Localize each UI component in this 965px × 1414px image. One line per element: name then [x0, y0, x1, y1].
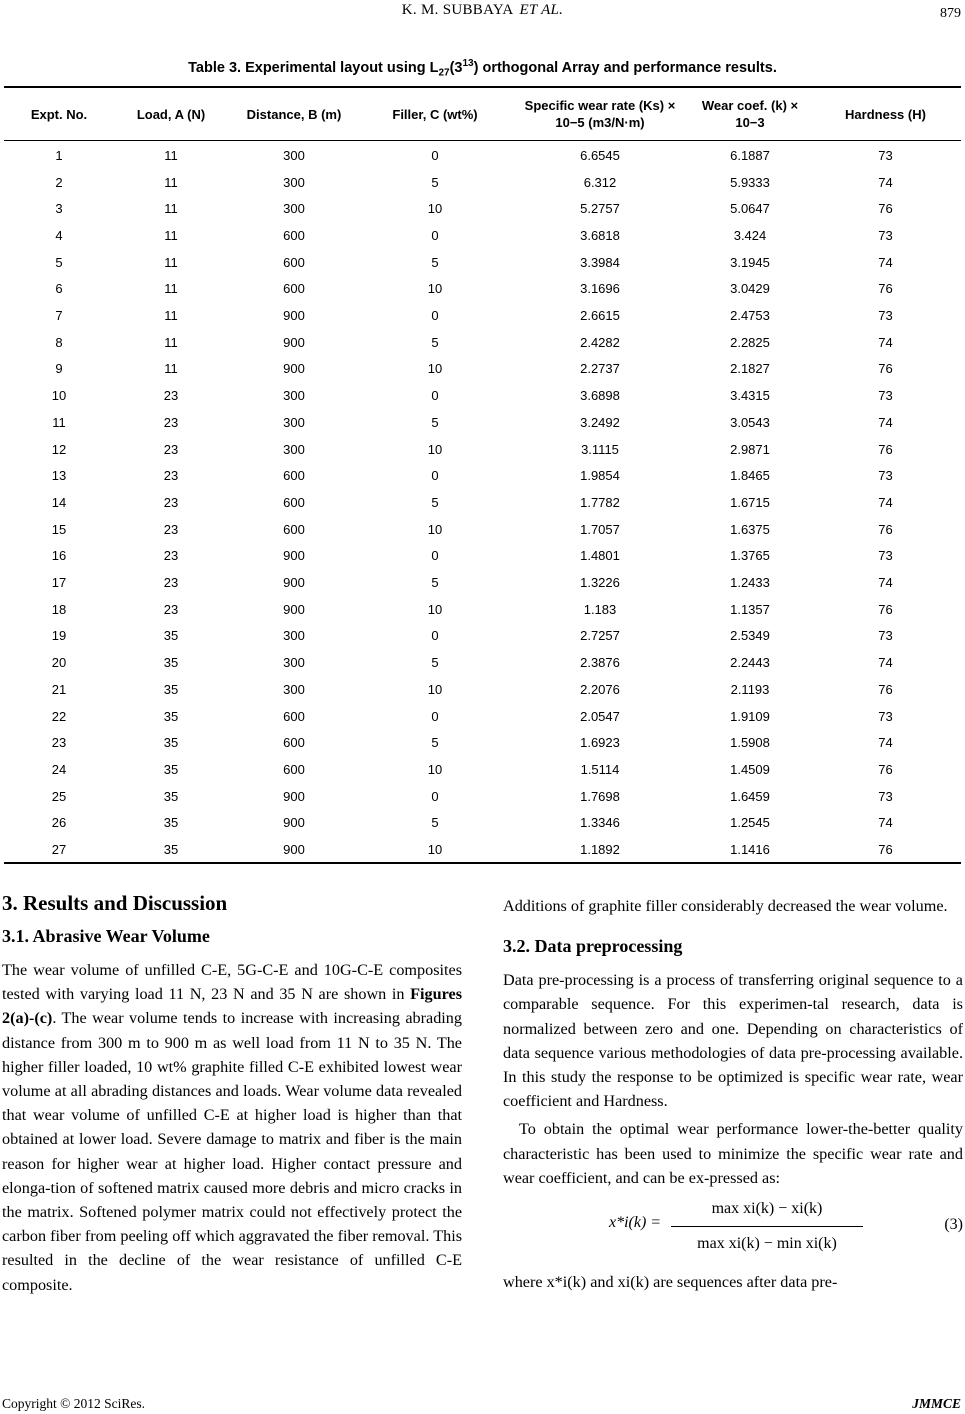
cell-wear-coef: 1.6715 [730, 494, 770, 510]
cell-wear-coef: 3.0543 [730, 414, 770, 430]
cell-distance: 300 [283, 388, 305, 404]
cell-specific-wear-rate: 3.1115 [581, 441, 619, 457]
table-row [4, 329, 961, 356]
cell-wear-coef: 1.5908 [730, 735, 770, 751]
equation-number: (3) [944, 1216, 963, 1234]
cell-expt-no: 17 [51, 575, 67, 591]
cell-specific-wear-rate: 1.9854 [580, 468, 620, 484]
th-wear-coef: Wear coef. (k) × 10−3 [701, 98, 799, 130]
cell-filler: 5 [431, 254, 439, 270]
table-row [4, 436, 961, 463]
equation-fraction [671, 1194, 863, 1259]
cell-load: 23 [163, 521, 179, 537]
cell-wear-coef: 1.6375 [730, 521, 770, 537]
cell-expt-no: 16 [51, 548, 67, 564]
paragraph-preprocessing: Data pre-processing is a process of transferring original sequence to a comparable sequence. For this experimen-tal research, data is normalized between zero and one. Depending on characteristics of data sequence various methodologies of data pre-processing available. In this study the response to be optimized is specific wear rate, wear coefficient and Hardness. [503, 971, 963, 1111]
cell-filler: 0 [431, 548, 439, 564]
cell-specific-wear-rate: 1.6923 [580, 735, 620, 751]
cell-wear-coef: 2.1193 [730, 681, 770, 697]
cell-load: 23 [163, 388, 179, 404]
table-row [4, 649, 961, 676]
cell-hardness: 74 [878, 174, 893, 190]
cell-filler: 0 [431, 147, 439, 163]
cell-expt-no: 9 [55, 361, 63, 377]
cell-distance: 900 [283, 361, 305, 377]
cell-expt-no: 25 [51, 788, 67, 804]
cell-hardness: 74 [878, 815, 893, 831]
cell-wear-coef: 5.9333 [730, 174, 770, 190]
cell-specific-wear-rate: 1.7698 [580, 788, 620, 804]
table-row [4, 676, 961, 703]
th-distance: Distance, B (m) [246, 106, 342, 122]
cell-specific-wear-rate: 1.3346 [580, 815, 620, 831]
table-header-rule [4, 140, 961, 141]
paragraph-lower-better: To obtain the optimal wear performance lower-the-better quality characteristic has been used to minimize the specific wear rate and wear coefficient, and can be ex-pressed as: [503, 1120, 963, 1187]
cell-wear-coef: 2.5349 [730, 628, 770, 644]
cell-wear-coef: 1.8465 [730, 468, 770, 484]
cell-filler: 10 [427, 521, 443, 537]
table-row [4, 703, 961, 730]
header-et-al: ET AL. [519, 2, 564, 18]
cell-wear-coef: 1.1416 [730, 842, 770, 858]
cell-hardness: 76 [878, 281, 893, 297]
cell-specific-wear-rate: 2.4282 [580, 334, 620, 350]
cell-filler: 5 [431, 735, 439, 751]
cell-expt-no: 26 [51, 815, 67, 831]
table-row [4, 249, 961, 276]
cell-specific-wear-rate: 2.2737 [580, 361, 620, 377]
cell-filler: 0 [431, 788, 439, 804]
cell-expt-no: 20 [51, 655, 67, 671]
cell-hardness: 76 [878, 842, 893, 858]
table-row [4, 569, 961, 596]
subsection-title-preprocessing: 3.2. Data preprocessing [503, 936, 683, 957]
cell-hardness: 73 [878, 788, 893, 804]
cell-distance: 600 [283, 761, 305, 777]
cell-wear-coef: 1.4509 [730, 761, 770, 777]
cell-wear-coef: 1.2433 [730, 575, 770, 591]
cell-distance: 900 [283, 842, 305, 858]
cell-wear-coef: 6.1887 [730, 147, 770, 163]
cell-expt-no: 19 [51, 628, 67, 644]
cell-filler: 0 [431, 708, 439, 724]
cell-expt-no: 7 [55, 308, 63, 324]
cell-expt-no: 15 [51, 521, 67, 537]
cell-load: 23 [163, 601, 179, 617]
cell-filler: 10 [427, 681, 443, 697]
cell-distance: 300 [283, 628, 305, 644]
cell-hardness: 76 [878, 521, 893, 537]
cell-expt-no: 5 [55, 254, 63, 270]
cell-specific-wear-rate: 1.5114 [580, 761, 620, 777]
section-title: 3. Results and Discussion [2, 891, 228, 915]
cell-hardness: 76 [878, 761, 893, 777]
paragraph-abrasive-wear: The wear volume of unfilled C-E, 5G-C-E and 10G-C-E composites tested with varying load 11 N, 23 N and 35 N are shown in Figures 2(a)-(c). The wear volume tends to increase with increasing abrading distance from 300 m to 900 m as well load from 11 N to 35 N. The higher filler loaded, 10 wt% graphite filled C-E exhibited lowest wear volume at all abrading distances and loads. Wear volume data revealed that wear volume of unfilled C-E at higher load is higher than that obtained at lower load. Severe damage to matrix and fiber is the main reason for higher wear at higher load. Higher contact pressure and elonga-tion of softened matrix caused more debris and micro cracks in the matrix. Softened polymer matrix could not effectively protect the carbon fiber from peeling off which aggravated the fiber removal. This resulted in the decline of the wear resistance of unfilled C-E composite. [2, 961, 462, 1294]
cell-load: 23 [163, 494, 179, 510]
th-expt-no: Expt. No. [30, 106, 88, 122]
cell-distance: 600 [283, 227, 305, 243]
table-row [4, 462, 961, 489]
cell-distance: 900 [283, 815, 305, 831]
cell-load: 11 [164, 254, 178, 270]
equation-numerator: max xi(k) − xi(k) [711, 1200, 823, 1218]
cell-expt-no: 14 [51, 494, 67, 510]
cell-hardness: 73 [878, 227, 893, 243]
table-bottom-rule [4, 862, 961, 864]
cell-specific-wear-rate: 3.3984 [580, 254, 620, 270]
cell-load: 23 [163, 468, 179, 484]
cell-wear-coef: 2.9871 [730, 441, 770, 457]
table-row [4, 222, 961, 249]
table-row [4, 409, 961, 436]
cell-load: 11 [164, 361, 178, 377]
cell-load: 23 [163, 548, 179, 564]
fraction-bar [671, 1226, 863, 1227]
table-row [4, 729, 961, 756]
cell-specific-wear-rate: 1.3226 [580, 575, 620, 591]
cell-hardness: 73 [878, 147, 893, 163]
cell-hardness: 74 [878, 254, 893, 270]
cell-specific-wear-rate: 1.183 [583, 601, 617, 617]
table-row [4, 783, 961, 810]
paragraph-where: where x*i(k) and xi(k) are sequences after data pre- [503, 1273, 838, 1292]
table-row [4, 382, 961, 409]
cell-filler: 5 [431, 494, 439, 510]
cell-hardness: 73 [878, 388, 893, 404]
cell-distance: 900 [283, 601, 305, 617]
cell-hardness: 73 [878, 468, 893, 484]
cell-expt-no: 24 [51, 761, 67, 777]
cell-hardness: 74 [878, 735, 893, 751]
cell-wear-coef: 2.2443 [730, 655, 770, 671]
cell-expt-no: 21 [51, 681, 67, 697]
cell-hardness: 76 [878, 361, 893, 377]
cell-distance: 600 [283, 735, 305, 751]
table-row [4, 596, 961, 623]
table-row [4, 756, 961, 783]
cell-distance: 900 [283, 334, 305, 350]
cell-load: 11 [164, 201, 178, 217]
cell-load: 11 [164, 281, 178, 297]
equation-denominator: max xi(k) − min xi(k) [697, 1235, 837, 1253]
cell-load: 35 [163, 788, 179, 804]
cell-filler: 5 [431, 174, 439, 190]
cell-wear-coef: 1.9109 [730, 708, 770, 724]
cell-wear-coef: 1.1357 [730, 601, 770, 617]
header-author: K. M. SUBBAYA [401, 2, 514, 18]
cell-hardness: 73 [878, 628, 893, 644]
cell-load: 35 [163, 735, 179, 751]
cell-wear-coef: 3.0429 [730, 281, 770, 297]
cell-distance: 600 [283, 281, 305, 297]
cell-expt-no: 8 [55, 334, 63, 350]
cell-specific-wear-rate: 5.2757 [580, 201, 620, 217]
cell-hardness: 76 [878, 201, 893, 217]
cell-filler: 0 [431, 628, 439, 644]
cell-specific-wear-rate: 2.0547 [580, 708, 620, 724]
table-row [4, 169, 961, 196]
journal-footer: JMMCE [912, 1396, 961, 1411]
cell-wear-coef: 3.424 [733, 227, 767, 243]
cell-specific-wear-rate: 2.7257 [580, 628, 620, 644]
cell-filler: 10 [427, 201, 443, 217]
running-header [0, 2, 965, 19]
cell-wear-coef: 5.0647 [730, 201, 770, 217]
cell-hardness: 76 [878, 681, 893, 697]
cell-distance: 300 [283, 414, 305, 430]
cell-specific-wear-rate: 3.1696 [580, 281, 620, 297]
th-specific-wear-rate: Specific wear rate (Ks) × 10−5 (m3/N·m) [524, 98, 676, 130]
cell-hardness: 73 [878, 308, 893, 324]
cell-filler: 10 [427, 281, 443, 297]
cell-expt-no: 11 [52, 414, 66, 430]
cell-filler: 5 [431, 815, 439, 831]
cell-distance: 900 [283, 308, 305, 324]
cell-filler: 5 [431, 575, 439, 591]
cell-wear-coef: 2.4753 [730, 308, 770, 324]
page-number: 879 [940, 6, 961, 21]
cell-load: 35 [163, 681, 179, 697]
cell-distance: 900 [283, 548, 305, 564]
cell-hardness: 74 [878, 655, 893, 671]
cell-distance: 600 [283, 708, 305, 724]
cell-load: 23 [163, 575, 179, 591]
cell-hardness: 73 [878, 708, 893, 724]
cell-specific-wear-rate: 3.6898 [580, 388, 620, 404]
cell-distance: 300 [283, 441, 305, 457]
cell-expt-no: 1 [55, 147, 63, 163]
cell-load: 35 [163, 708, 179, 724]
right-column [503, 888, 963, 1294]
cell-filler: 10 [427, 441, 443, 457]
cell-expt-no: 27 [51, 842, 67, 858]
cell-wear-coef: 2.1827 [730, 361, 770, 377]
cell-distance: 600 [283, 254, 305, 270]
cell-filler: 5 [431, 655, 439, 671]
cell-distance: 300 [283, 201, 305, 217]
cell-specific-wear-rate: 3.6818 [580, 227, 620, 243]
cell-hardness: 74 [878, 494, 893, 510]
cell-expt-no: 13 [51, 468, 67, 484]
cell-wear-coef: 1.6459 [730, 788, 770, 804]
cell-distance: 300 [283, 655, 305, 671]
table-row [4, 276, 961, 303]
table-caption: Table 3. Experimental layout using $L_{27}(3^{13})$ orthogonal Array and performance results. [188, 58, 777, 79]
cell-filler: 0 [431, 308, 439, 324]
cell-load: 11 [164, 147, 178, 163]
cell-hardness: 76 [878, 441, 893, 457]
table-row [4, 810, 961, 837]
cell-distance: 900 [283, 575, 305, 591]
copyright-footer: Copyright © 2012 SciRes. [2, 1396, 146, 1411]
cell-filler: 10 [427, 601, 443, 617]
cell-filler: 10 [427, 361, 443, 377]
cell-expt-no: 22 [51, 708, 67, 724]
cell-wear-coef: 3.1945 [730, 254, 770, 270]
cell-load: 11 [164, 227, 178, 243]
cell-load: 23 [163, 414, 179, 430]
cell-expt-no: 23 [51, 735, 67, 751]
table-row [4, 356, 961, 383]
cell-expt-no: 4 [55, 227, 63, 243]
cell-load: 23 [163, 441, 179, 457]
cell-load: 11 [164, 308, 178, 324]
cell-hardness: 74 [878, 334, 893, 350]
cell-specific-wear-rate: 6.6545 [580, 147, 620, 163]
cell-filler: 0 [431, 388, 439, 404]
table-row [4, 623, 961, 650]
cell-load: 35 [163, 628, 179, 644]
table-header-row [4, 88, 961, 140]
cell-wear-coef: 2.2825 [730, 334, 770, 350]
cell-hardness: 73 [878, 548, 893, 564]
subsection-title-abrasive: 3.1. Abrasive Wear Volume [2, 926, 210, 946]
th-hardness: Hardness (H) [845, 106, 926, 122]
table-row [4, 195, 961, 222]
cell-distance: 900 [283, 788, 305, 804]
cell-hardness: 74 [878, 414, 893, 430]
cell-load: 11 [164, 174, 178, 190]
cell-specific-wear-rate: 2.3876 [580, 655, 620, 671]
table-row [4, 302, 961, 329]
cell-filler: 10 [427, 761, 443, 777]
cell-load: 11 [164, 334, 178, 350]
cell-distance: 300 [283, 681, 305, 697]
cell-distance: 300 [283, 174, 305, 190]
cell-specific-wear-rate: 1.4801 [580, 548, 620, 564]
table-row [4, 836, 961, 863]
figure-reference: Figures 2(a)-(c) [2, 985, 462, 1028]
cell-wear-coef: 1.3765 [730, 548, 770, 564]
cell-wear-coef: 3.4315 [730, 388, 770, 404]
left-column [2, 888, 462, 1297]
cell-specific-wear-rate: 2.2076 [580, 681, 620, 697]
cell-load: 35 [163, 815, 179, 831]
th-load: Load, A (N) [136, 106, 206, 122]
cell-filler: 10 [427, 842, 443, 858]
cell-expt-no: 10 [51, 388, 67, 404]
cell-expt-no: 18 [51, 601, 67, 617]
cell-specific-wear-rate: 3.2492 [580, 414, 620, 430]
cell-distance: 300 [283, 147, 305, 163]
cell-distance: 600 [283, 521, 305, 537]
cell-expt-no: 3 [55, 201, 63, 217]
cell-filler: 0 [431, 227, 439, 243]
cell-hardness: 76 [878, 601, 893, 617]
cell-distance: 600 [283, 494, 305, 510]
equation-lhs: x*i(k) = [609, 1214, 662, 1232]
cell-specific-wear-rate: 1.7782 [580, 494, 620, 510]
table-row [4, 489, 961, 516]
table-row [4, 543, 961, 570]
cell-hardness: 74 [878, 575, 893, 591]
cell-specific-wear-rate: 1.7057 [580, 521, 620, 537]
cell-specific-wear-rate: 6.312 [583, 174, 617, 190]
cell-expt-no: 2 [55, 174, 63, 190]
cell-filler: 5 [431, 334, 439, 350]
th-filler: Filler, C (wt%) [392, 106, 478, 122]
cell-specific-wear-rate: 2.6615 [580, 308, 620, 324]
cell-distance: 600 [283, 468, 305, 484]
cell-specific-wear-rate: 1.1892 [580, 842, 620, 858]
cell-expt-no: 12 [51, 441, 67, 457]
cell-load: 35 [163, 761, 179, 777]
table-row [4, 516, 961, 543]
cell-filler: 0 [431, 468, 439, 484]
table-row [4, 142, 961, 169]
paragraph-continuation: Additions of graphite filler considerably decreased the wear volume. [503, 897, 948, 915]
equation-3 [503, 1194, 963, 1266]
cell-filler: 5 [431, 414, 439, 430]
cell-load: 35 [163, 842, 179, 858]
cell-wear-coef: 1.2545 [730, 815, 770, 831]
cell-expt-no: 6 [55, 281, 63, 297]
cell-load: 35 [163, 655, 179, 671]
